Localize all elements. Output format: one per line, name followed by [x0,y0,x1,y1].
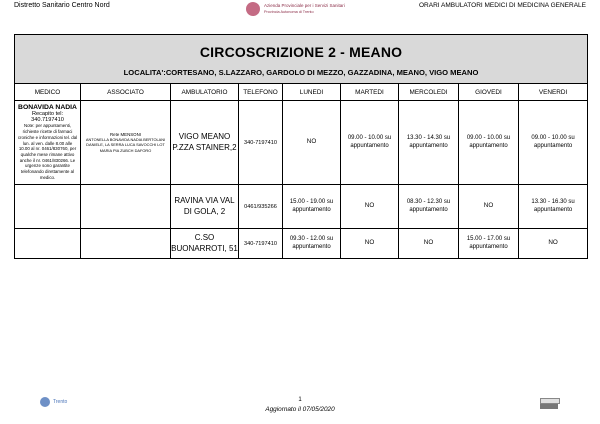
col-ambulatorio: AMBULATORIO [171,84,239,101]
table-row [15,185,588,229]
table-row [15,101,588,185]
ambulatorio-cell: C.SO BUONARROTI, 51 [171,229,239,259]
localita-subtitle: LOCALITA':CORTESANO, S.LAZZARO, GARDOLO DI MEZZO, GAZZADINA, MEANO, VIGO MEANO [123,67,479,77]
lunedi-cell: 09.30 - 12.00 su appuntamento [283,229,341,259]
medico-cell [15,101,81,185]
document-heading: ORARI AMBULATORI MEDICI DI MEDICINA GENERALE [419,2,586,9]
medico-name: BONAVIDA NADIA [18,104,77,112]
update-date: Aggiornato il 07/05/2020 [265,406,335,413]
mercoledi-cell: 13.30 - 14.30 su appuntamento [399,101,459,185]
medico-phone: Recapito tel: 340.7197410 [31,111,64,124]
col-venerdi: VENERDI [519,84,588,101]
circoscrizione-title: CIRCOSCRIZIONE 2 - MEANO [199,43,403,60]
venerdi-cell: 13.30 - 16.30 su appuntamento [519,185,588,229]
apss-logo-line1: Azienda Provinciale per i Servizi Sanitari [264,3,345,8]
apss-logo [246,1,346,19]
martedi-cell: NO [341,229,399,259]
giovedi-cell: 15.00 - 17.00 su appuntamento [459,229,519,259]
associato-name: Rete MENSONI [110,132,141,138]
col-martedi: MARTEDI [341,84,399,101]
telefono-cell: 340-7197410 [239,229,283,259]
associato-cell-empty [81,185,171,229]
col-telefono: TELEFONO [239,84,283,101]
footer-right-logo-icon [540,398,558,410]
page-number: 1 [298,397,302,403]
col-mercoledi: MERCOLEDI [399,84,459,101]
ambulatorio-cell: RAVINA VIA VAL DI GOLA, 2 [171,185,239,229]
medico-cell-empty [15,185,81,229]
col-lunedi: LUNEDI [283,84,341,101]
telefono-cell: 0461/935266 [239,185,283,229]
lunedi-cell: 15.00 - 19.00 su appuntamento [283,185,341,229]
trento-logo-text: Trento [53,399,68,405]
associato-cell-empty [81,229,171,259]
col-medico: MEDICO [15,84,81,101]
mercoledi-cell: NO [399,229,459,259]
associato-cell [81,101,171,185]
col-associato: ASSOCIATO [81,84,171,101]
martedi-cell: 09.00 - 10.00 su appuntamento [341,101,399,185]
medico-cell-empty [15,229,81,259]
giovedi-cell: 09.00 - 10.00 su appuntamento [459,101,519,185]
schedule-table [14,34,588,259]
venerdi-cell: 09.00 - 10.00 su appuntamento [519,101,588,185]
district-name: Distretto Sanitario Centro Nord [14,2,110,9]
ambulatorio-cell: VIGO MEANO P.ZZA STAINER,2 [171,101,239,185]
telefono-cell: 340-7197410 [239,101,283,185]
giovedi-cell: NO [459,185,519,229]
title-banner [15,35,588,84]
apss-logo-line2: Provincia Autonoma di Trento [264,10,314,14]
table-row [15,229,588,259]
apss-logo-mark-icon [246,2,260,16]
venerdi-cell: NO [519,229,588,259]
col-giovedi: GIOVEDI [459,84,519,101]
mercoledi-cell: 08.30 - 12.30 su appuntamento [399,185,459,229]
martedi-cell: NO [341,185,399,229]
lunedi-cell: NO [283,101,341,185]
associato-list: ANTONELLA BONAVIDA NADIA BERTOLANI DANIELE, LA SERRA LUCA SAVOCCHI LOT MARIA PIA ZUBCH DAFORO [85,137,166,153]
medico-note: Note: per appuntamenti, richieste ricette di farmaci croniche e informazioni tel. dal lun. al ven. dalle 8.00 alle 10.00 al nr. 0461/830760, per qualche mese rimane attivo anche il nr. 0461/830266. Le urgenze sono garantite telefonando direttamente al medico. [17,123,78,180]
column-header-row [15,84,588,101]
